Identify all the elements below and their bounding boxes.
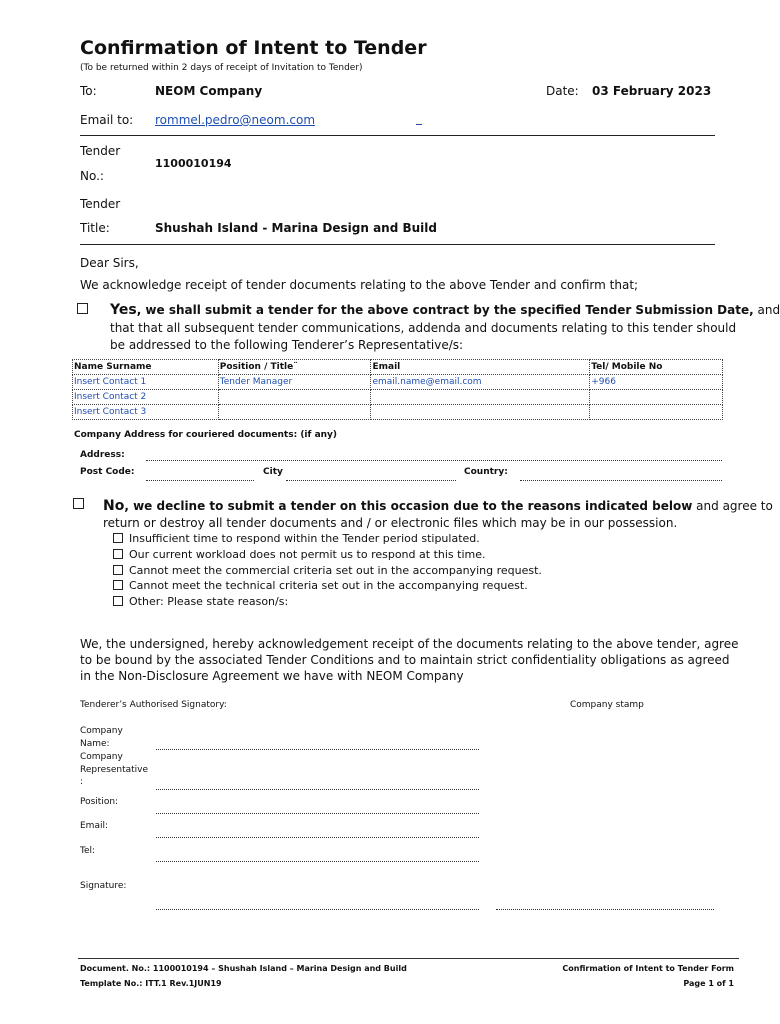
company-stamp-label: Company stamp [570, 700, 644, 710]
table-cell[interactable]: Insert Contact 3 [73, 405, 219, 420]
company-name-label: Company [80, 726, 123, 736]
signature-label: Signature: [80, 881, 127, 891]
table-cell[interactable]: Tender Manager [218, 375, 371, 390]
to-label: To: [80, 84, 97, 98]
acknowledge-text: We acknowledge receipt of tender documents relating to the above Tender and confirm that; [80, 278, 639, 292]
position-input-line[interactable] [156, 813, 479, 814]
postcode-input-line[interactable] [146, 480, 254, 481]
postcode-label: Post Code: [80, 467, 135, 477]
table-header: Name Surname [73, 360, 219, 375]
table-cell[interactable]: +966 [590, 375, 723, 390]
email-input-line[interactable] [156, 837, 479, 838]
email-to-link[interactable]: rommel.pedro@neom.com [155, 113, 316, 127]
tel-label: Tel: [80, 846, 96, 856]
table-cell[interactable] [218, 405, 371, 420]
date-label: Date: [546, 84, 579, 98]
no-line-2: return or destroy all tender documents and / or electronic files which may be in our possession. [103, 516, 678, 530]
yes-checkbox[interactable] [77, 303, 88, 314]
city-label: City [263, 467, 283, 477]
tender-no-value: 1100010194 [155, 157, 232, 170]
company-rep-label-3: : [80, 777, 84, 787]
link-underline-fragment [416, 124, 422, 125]
signature-input-line[interactable] [156, 909, 479, 910]
representatives-table [72, 359, 723, 420]
yes-lead: Yes [110, 302, 137, 318]
tender-no-label: Tender [80, 144, 121, 158]
yes-line-2: that that all subsequent tender communications, addenda and documents relating to this tender should [110, 321, 737, 335]
table-header: Tel/ Mobile No [590, 360, 723, 375]
greeting: Dear Sirs, [80, 256, 139, 270]
company-name-input-line[interactable] [156, 749, 479, 750]
reason-checkbox-3[interactable] [113, 565, 123, 575]
table-cell[interactable] [590, 390, 723, 405]
city-input-line[interactable] [286, 480, 456, 481]
reason-text-3: Cannot meet the commercial criteria set out in the accompanying request. [129, 564, 542, 577]
no-lead: No [103, 498, 125, 514]
page-title: Confirmation of Intent to Tender [80, 37, 427, 59]
reason-text-1: Insufficient time to respond within the Tender period stipulated. [129, 532, 480, 545]
company-rep-label: Company [80, 752, 123, 762]
country-label: Country: [464, 467, 508, 477]
no-tail: and agree to [692, 499, 773, 513]
tender-title-value: Shushah Island - Marina Design and Build [155, 221, 437, 235]
reason-checkbox-5[interactable] [113, 596, 123, 606]
company-stamp-line[interactable] [496, 909, 714, 910]
footer-form-name: Confirmation of Intent to Tender Form [562, 964, 734, 973]
address-input-line[interactable] [146, 460, 722, 461]
company-name-label-2: Name: [80, 739, 110, 749]
reason-checkbox-2[interactable] [113, 549, 123, 559]
page-subtitle: (To be returned within 2 days of receipt of Invitation to Tender) [80, 63, 363, 73]
company-rep-input-line[interactable] [156, 789, 479, 790]
declaration-line-2: to be bound by the associated Tender Conditions and to maintain strict confidentiality obligations as agreed [80, 653, 730, 667]
footer-template-no: Template No.: ITT.1 Rev.1JUN19 [80, 979, 222, 988]
authorised-signatory-label: Tenderer’s Authorised Signatory: [80, 700, 227, 710]
table-cell[interactable]: Insert Contact 1 [73, 375, 219, 390]
divider-mid [80, 244, 715, 245]
reason-checkbox-4[interactable] [113, 580, 123, 590]
tender-no-label-2: No.: [80, 169, 104, 183]
table-cell[interactable]: Insert Contact 2 [73, 390, 219, 405]
table-cell[interactable] [590, 405, 723, 420]
position-label: Position: [80, 797, 119, 807]
to-value: NEOM Company [155, 84, 263, 98]
company-rep-label-2: Representative [80, 765, 149, 775]
table-cell[interactable] [371, 390, 590, 405]
table-row [73, 405, 723, 420]
email-label: Email: [80, 821, 109, 831]
tender-title-label-2: Title: [80, 221, 110, 235]
address-heading: Company Address for couriered documents: (if any) [74, 430, 338, 440]
declaration-line-3: in the Non-Disclosure Agreement we have with NEOM Company [80, 669, 464, 683]
footer-page: Page 1 of 1 [683, 979, 734, 988]
table-row [73, 390, 723, 405]
reason-text-4: Cannot meet the technical criteria set out in the accompanying request. [129, 579, 528, 592]
email-to-label: Email to: [80, 113, 134, 127]
table-cell[interactable] [218, 390, 371, 405]
no-line-1 [103, 498, 773, 514]
no-bold-text: , we decline to submit a tender on this occasion due to the reasons indicated below [124, 499, 693, 513]
yes-tail: and [753, 303, 780, 317]
footer-divider [78, 958, 739, 959]
country-input-line[interactable] [520, 480, 722, 481]
table-row [73, 375, 723, 390]
no-checkbox[interactable] [73, 498, 84, 509]
divider-top [80, 135, 715, 136]
address-label: Address: [80, 450, 125, 460]
footer-doc-no: Document. No.: 1100010194 – Shushah Island – Marina Design and Build [80, 964, 407, 973]
table-header: Email [371, 360, 590, 375]
reason-text-2: Our current workload does not permit us to respond at this time. [129, 548, 486, 561]
reason-text-5: Other: Please state reason/s: [129, 595, 289, 608]
reason-checkbox-1[interactable] [113, 533, 123, 543]
declaration-line-1: We, the undersigned, hereby acknowledgement receipt of the documents relating to the above tender, agree [80, 637, 739, 651]
date-value: 03 February 2023 [592, 84, 712, 98]
tel-input-line[interactable] [156, 861, 479, 862]
yes-bold-text: , we shall submit a tender for the above contract by the specified Tender Submission Date, [136, 303, 754, 317]
table-header: Position / Title¨ [218, 360, 371, 375]
table-cell[interactable]: email.name@email.com [371, 375, 590, 390]
table-cell[interactable] [371, 405, 590, 420]
tender-title-label: Tender [80, 197, 121, 211]
yes-line-1 [110, 302, 780, 318]
yes-line-3: be addressed to the following Tenderer’s Representative/s: [110, 338, 464, 352]
table-header-row [73, 360, 723, 375]
